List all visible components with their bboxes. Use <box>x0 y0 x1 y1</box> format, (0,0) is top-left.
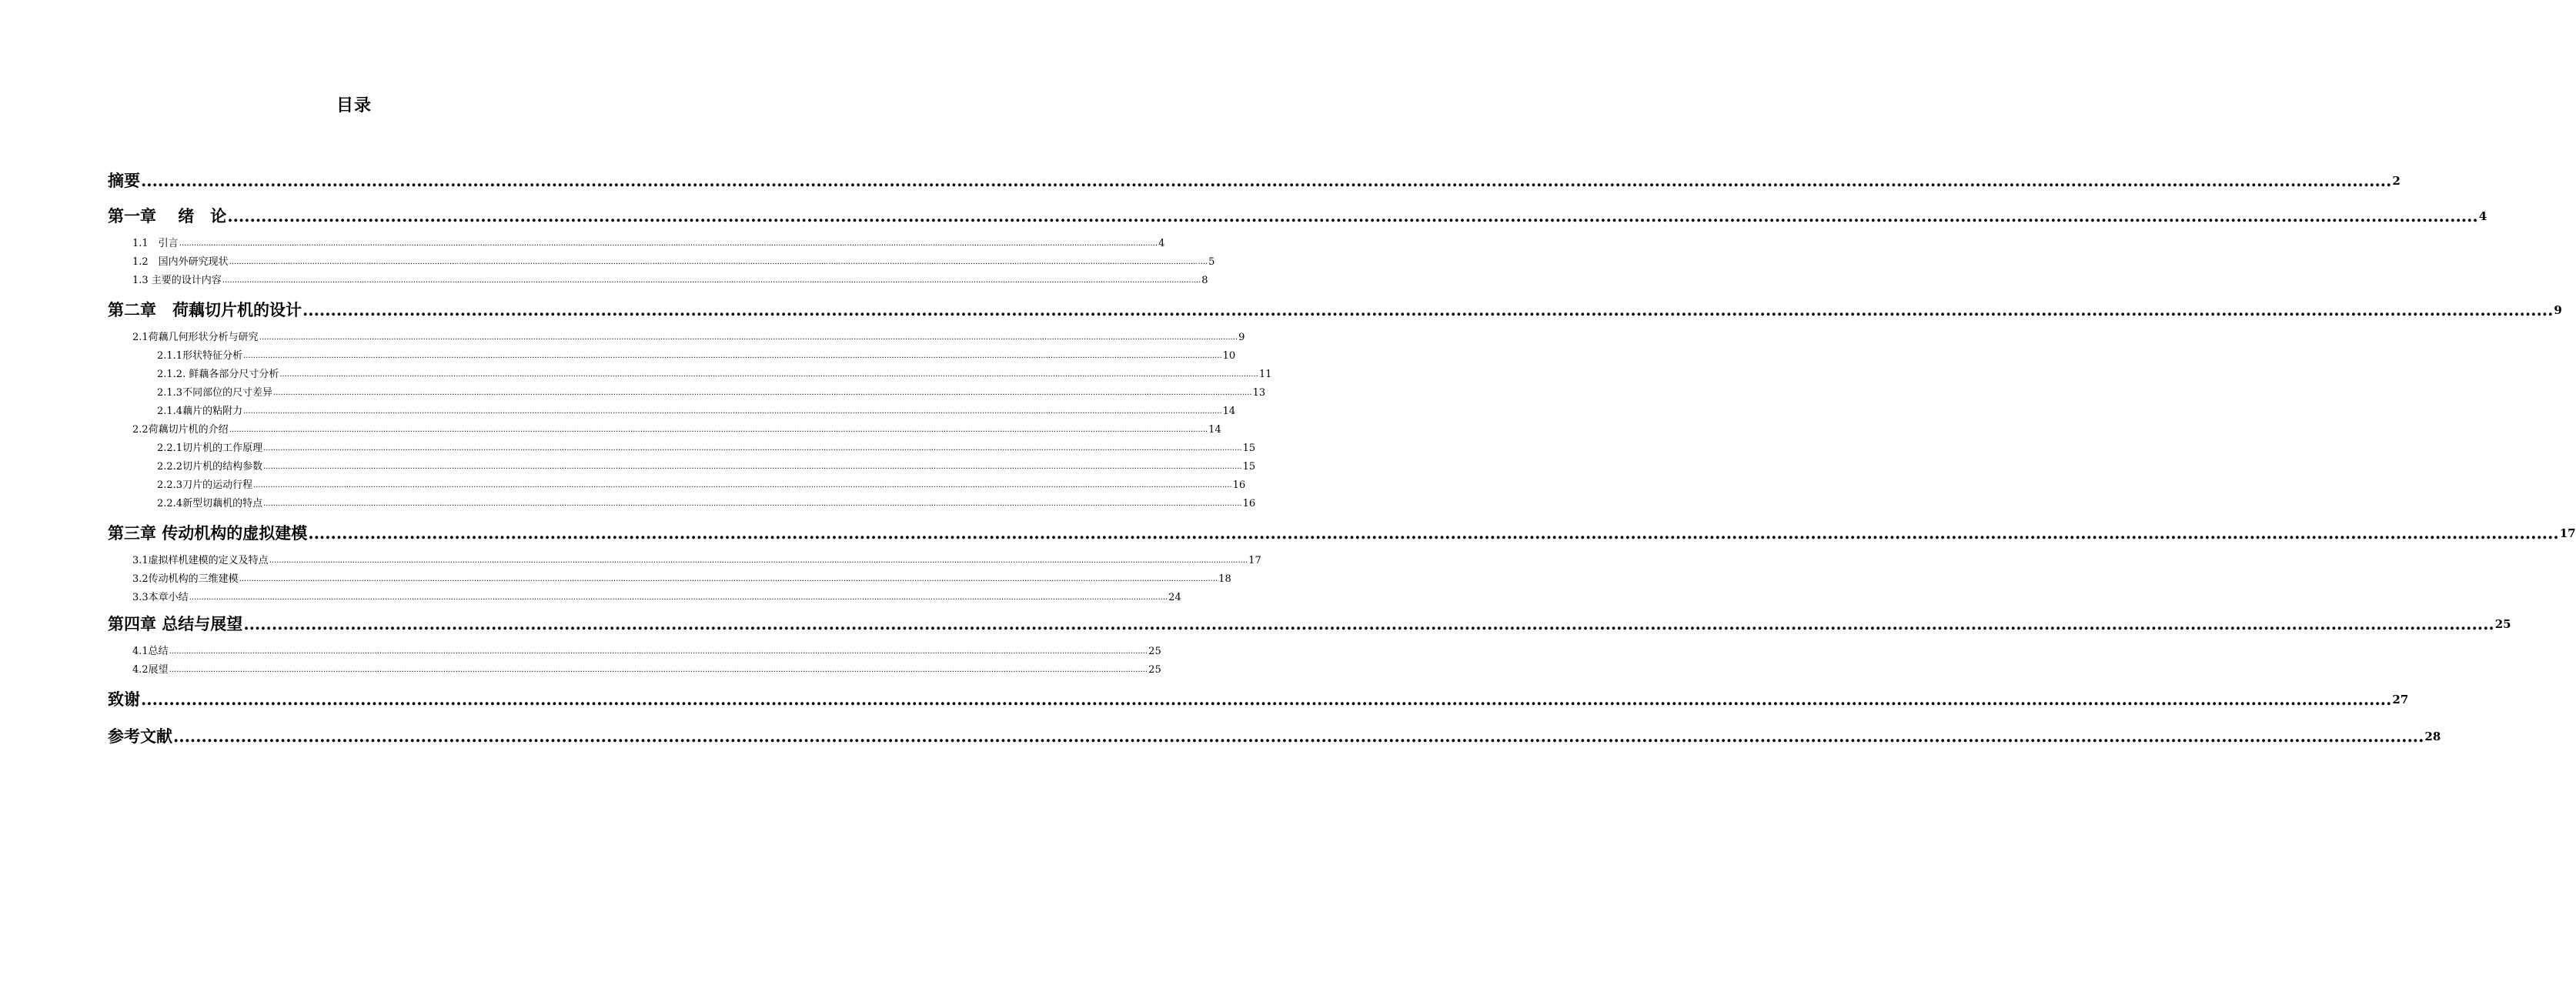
toc-entry-page-number: 16 <box>1242 498 1256 509</box>
toc-leader-dots: ................................................................................................................................................................................................................................................................................................................................................................................................................ <box>141 171 2392 190</box>
toc-leader-dots: ................................................................................................................................................................................................................................................................................................................................................................................................................ <box>243 407 1222 416</box>
toc-entry[interactable] <box>132 237 1165 251</box>
toc-entry-page-number: 14 <box>1222 406 1236 417</box>
toc-entry-page-number: 13 <box>1252 387 1266 399</box>
toc-entry-page-number: 17 <box>2559 526 2576 540</box>
toc-entry-page-number: 28 <box>2424 730 2441 743</box>
toc-entry-label: 2.2.3刀片的运动行程 <box>157 479 253 491</box>
toc-leader-dots: ................................................................................................................................................................................................................................................................................................................................................................................................................ <box>243 614 2494 633</box>
toc-entry-page-number: 8 <box>1201 275 1208 286</box>
toc-entry-label: 2.2荷藕切片机的介绍 <box>132 424 229 436</box>
toc-entry-page-number: 25 <box>1148 664 1161 676</box>
toc-entry-label: 2.1.4藕片的粘附力 <box>157 406 243 417</box>
toc-entry-page-number: 24 <box>1168 592 1181 603</box>
toc-leader-dots: ................................................................................................................................................................................................................................................................................................................................................................................................................ <box>222 276 1201 285</box>
toc-entry-page-number: 25 <box>1148 646 1161 657</box>
toc-leader-dots: ................................................................................................................................................................................................................................................................................................................................................................................................................ <box>279 370 1258 379</box>
toc-entry-label: 3.1虚拟样机建模的定义及特点 <box>132 555 269 566</box>
toc-entry-page-number: 10 <box>1222 350 1236 362</box>
toc-entry-page-number: 11 <box>1258 369 1272 380</box>
toc-entry[interactable] <box>108 300 2562 320</box>
toc-entry-label: 1.2 国内外研究现状 <box>132 256 229 268</box>
toc-leader-dots: ................................................................................................................................................................................................................................................................................................................................................................................................................ <box>169 666 1148 674</box>
toc-leader-dots: ................................................................................................................................................................................................................................................................................................................................................................................................................ <box>169 647 1148 656</box>
toc-entry[interactable] <box>157 405 1236 419</box>
toc-entry-label: 第一章 绪 论 <box>108 206 227 225</box>
toc-leader-dots: ................................................................................................................................................................................................................................................................................................................................................................................................................ <box>263 499 1242 508</box>
toc-entry-page-number: 17 <box>1248 555 1261 566</box>
toc-leader-dots: ................................................................................................................................................................................................................................................................................................................................................................................................................ <box>179 239 1158 248</box>
toc-entry[interactable] <box>157 349 1236 363</box>
toc-leader-dots: ................................................................................................................................................................................................................................................................................................................................................................................................................ <box>308 523 2559 543</box>
toc-entry-label: 摘要 <box>108 171 140 190</box>
toc-entry[interactable] <box>108 614 2511 634</box>
toc-entry-page-number: 25 <box>2494 617 2511 631</box>
toc-entry[interactable] <box>132 663 1161 677</box>
toc-entry-label: 2.1.3不同部位的尺寸差异 <box>157 387 273 399</box>
toc-entry[interactable] <box>108 726 2441 746</box>
toc-leader-dots: ................................................................................................................................................................................................................................................................................................................................................................................................................ <box>239 575 1218 583</box>
toc-entry-label: 致谢 <box>108 690 140 709</box>
toc-leader-dots: ................................................................................................................................................................................................................................................................................................................................................................................................................ <box>302 300 2554 319</box>
toc-entry-page-number: 4 <box>2478 209 2487 223</box>
toc-entry-page-number: 9 <box>2554 303 2562 317</box>
toc-entry[interactable] <box>132 423 1221 437</box>
toc-entry[interactable] <box>157 497 1256 511</box>
toc-entry-page-number: 4 <box>1158 238 1165 249</box>
toc-entry-label: 4.1总结 <box>132 646 169 657</box>
toc-entry-page-number: 2 <box>2392 174 2401 188</box>
toc-entry-page-number: 9 <box>1238 332 1245 343</box>
toc-entry-label: 第二章 荷藕切片机的设计 <box>108 300 302 319</box>
toc-entry-label: 3.3本章小结 <box>132 592 189 603</box>
toc-leader-dots: ................................................................................................................................................................................................................................................................................................................................................................................................................ <box>273 389 1252 397</box>
toc-entry[interactable] <box>108 171 2401 191</box>
toc-entry-label: 3.2传动机构的三维建模 <box>132 573 239 585</box>
toc-leader-dots: ................................................................................................................................................................................................................................................................................................................................................................................................................ <box>263 463 1242 471</box>
toc-entry[interactable] <box>132 274 1208 288</box>
toc-entry[interactable] <box>157 442 1256 456</box>
toc-leader-dots: ................................................................................................................................................................................................................................................................................................................................................................................................................ <box>189 593 1168 602</box>
toc-entry-label: 2.2.1切片机的工作原理 <box>157 443 263 454</box>
toc-entry-label: 第三章 传动机构的虚拟建模 <box>108 523 308 543</box>
toc-leader-dots: ................................................................................................................................................................................................................................................................................................................................................................................................................ <box>227 206 2478 225</box>
toc-entry[interactable] <box>157 479 1246 493</box>
toc-entry-page-number: 16 <box>1232 479 1246 491</box>
toc-entry-page-number: 18 <box>1218 573 1231 585</box>
toc-entry[interactable] <box>108 523 2576 543</box>
toc-entry[interactable] <box>157 460 1256 474</box>
toc-leader-dots: ................................................................................................................................................................................................................................................................................................................................................................................................................ <box>243 352 1222 360</box>
toc-leader-dots: ................................................................................................................................................................................................................................................................................................................................................................................................................ <box>263 444 1242 453</box>
toc-entry[interactable] <box>108 690 2409 710</box>
toc-entry[interactable] <box>157 368 1272 382</box>
toc-entry[interactable] <box>108 206 2487 226</box>
toc-entry[interactable] <box>132 645 1161 659</box>
toc-entry-label: 2.2.2切片机的结构参数 <box>157 461 263 473</box>
toc-leader-dots: ................................................................................................................................................................................................................................................................................................................................................................................................................ <box>229 258 1208 266</box>
toc-entry-page-number: 5 <box>1208 256 1215 268</box>
toc-leader-dots: ................................................................................................................................................................................................................................................................................................................................................................................................................ <box>229 426 1208 434</box>
toc-entry-page-number: 14 <box>1208 424 1221 436</box>
toc-entry-page-number: 27 <box>2392 693 2409 706</box>
toc-leader-dots: ................................................................................................................................................................................................................................................................................................................................................................................................................ <box>141 690 2392 709</box>
toc-entry-label: 第四章 总结与展望 <box>108 614 243 633</box>
toc-entry-label: 2.1.2. 鲜藕各部分尺寸分析 <box>157 369 279 380</box>
toc-entry-page-number: 15 <box>1242 461 1256 473</box>
toc-leader-dots: ................................................................................................................................................................................................................................................................................................................................................................................................................ <box>269 556 1248 565</box>
toc-title: 目录 <box>336 95 372 115</box>
toc-entry[interactable] <box>132 591 1181 605</box>
toc-entry[interactable] <box>132 331 1245 345</box>
toc-entry[interactable] <box>132 256 1215 269</box>
toc-entry[interactable] <box>157 386 1266 400</box>
toc-entry-label: 参考文献 <box>108 726 172 746</box>
toc-entry-label: 2.2.4新型切藕机的特点 <box>157 498 263 509</box>
toc-entry-label: 1.3 主要的设计内容 <box>132 275 222 286</box>
toc-leader-dots: ................................................................................................................................................................................................................................................................................................................................................................................................................ <box>253 481 1232 489</box>
toc-entry-page-number: 15 <box>1242 443 1256 454</box>
toc-entry-label: 1.1 引言 <box>132 238 179 249</box>
toc-entry-label: 2.1.1形状特征分析 <box>157 350 243 362</box>
toc-leader-dots: ................................................................................................................................................................................................................................................................................................................................................................................................................ <box>173 726 2424 746</box>
toc-entry-label: 2.1荷藕几何形状分析与研究 <box>132 332 259 343</box>
toc-entry-label: 4.2展望 <box>132 664 169 676</box>
toc-entry[interactable] <box>132 554 1261 568</box>
toc-entry[interactable] <box>132 573 1231 586</box>
toc-leader-dots: ................................................................................................................................................................................................................................................................................................................................................................................................................ <box>259 333 1238 342</box>
